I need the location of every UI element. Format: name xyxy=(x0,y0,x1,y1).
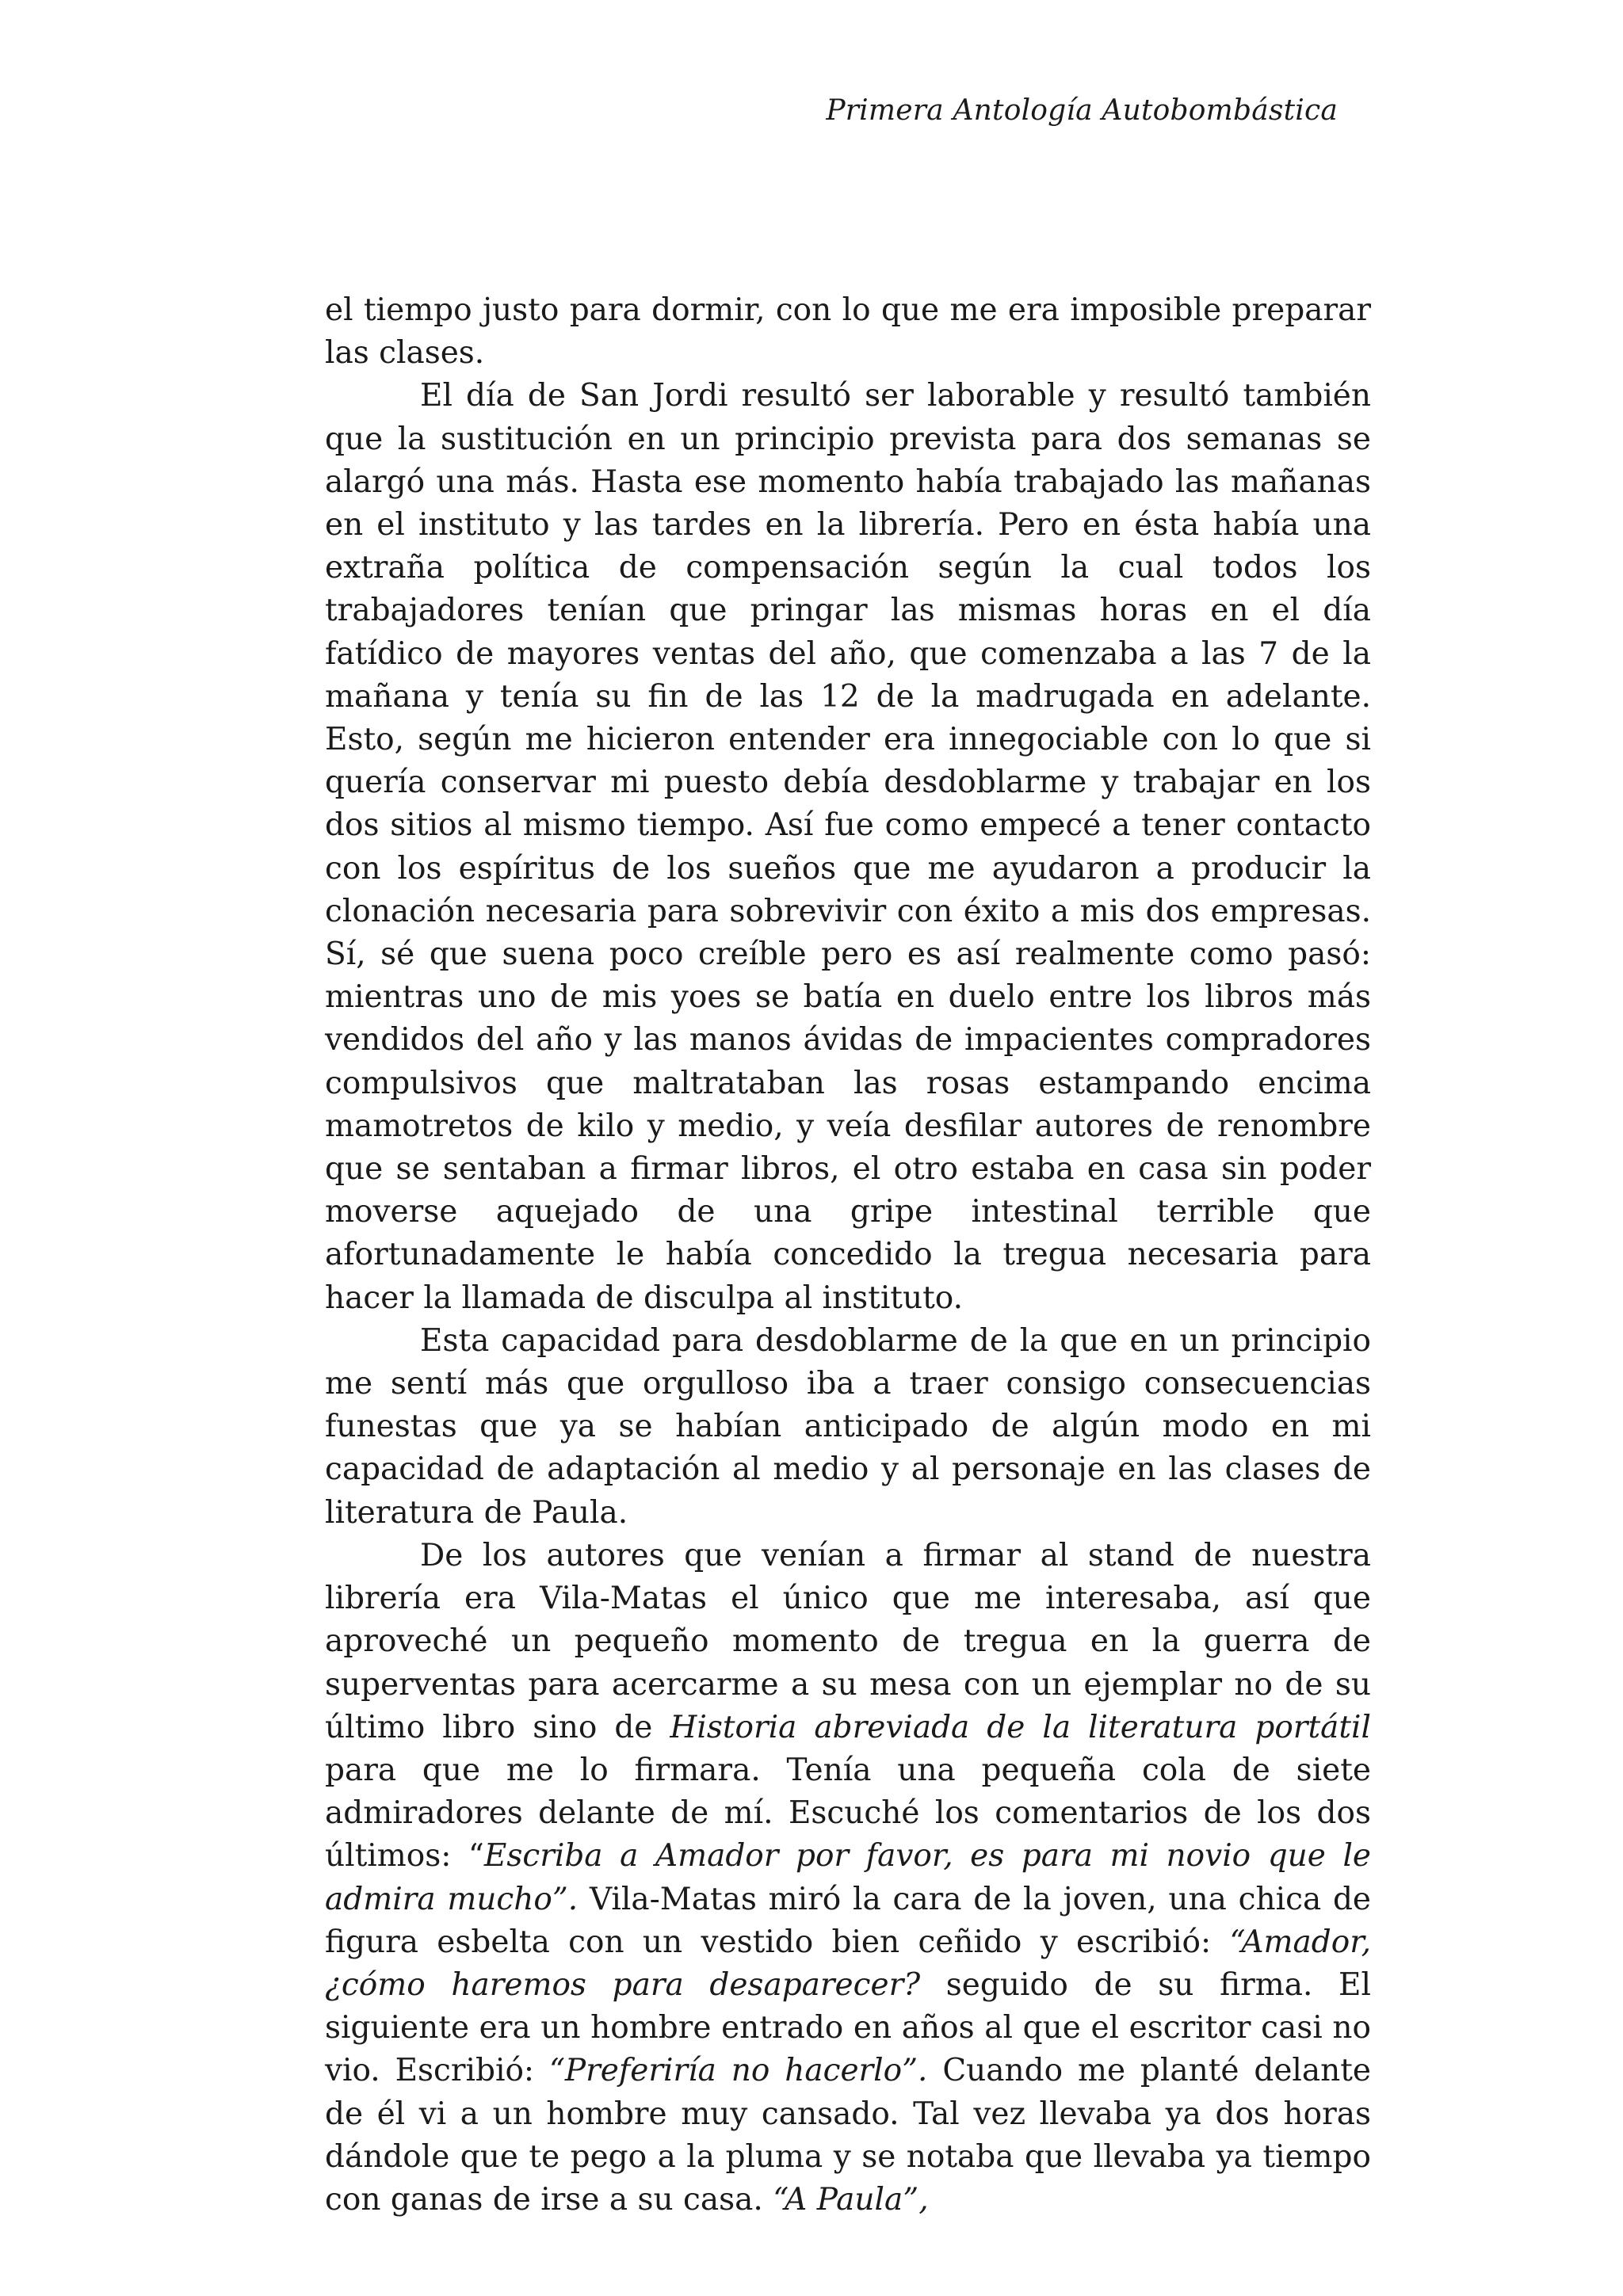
paragraph-1 xyxy=(325,289,1371,375)
text-run: El día de San Jordi resultó ser laborable y resultó también que la sustitución en un principio prevista para dos semanas se alargó una más. Hasta ese momento había trabajado las mañanas en el instituto y las tardes en la librería. Pero en ésta había una extraña política de compensación según la cual todos los trabajadores tenían que pringar las mismas horas en el día fatídico de mayores ventas del año, que comenzaba a las 7 de la mañana y tenía su fin de las 12 de la madrugada en adelante. Esto, según me hicieron entender era innegociable con lo que si quería conservar mi puesto debía desdoblarme y trabajar en los dos sitios al mismo tiempo. Así fue como empecé a tener contacto con los espíritus de los sueños que me ayudaron a producir la clonación necesaria para sobrevivir con éxito a mis dos empresas. Sí, sé que suena poco creíble pero es así realmente como pasó: mientras uno de mis yoes se batía en duelo entre los libros más vendidos del año y las manos ávidas de impacientes compradores compulsivos que maltrataban las rosas estampando encima mamotretos de kilo y medio, y veía desfilar autores de renombre que se sentaban a firmar libros, el otro estaba en casa sin poder moverse aquejado de una gripe intestinal terrible que afortunadamente le había concedido la tregua necesaria para hacer la llamada de disculpa al instituto. xyxy=(325,378,1371,1316)
text-run: Esta capacidad para desdoblarme de la que en un principio me sentí más que orgulloso iba a traer consigo consecuencias funestas que ya se habían anticipado de algún modo en mi capacidad de adaptación al medio y al personaje en las clases de literatura de Paula. xyxy=(325,1322,1371,1531)
italic-text-run: “Amador, ¿cómo haremos para desaparecer? xyxy=(325,1924,1371,2003)
paragraph-2 xyxy=(325,375,1371,1319)
paragraph-4 xyxy=(325,1535,1371,2222)
paragraph-3 xyxy=(325,1320,1371,1535)
text-run: De los autores que venían a firmar al stand de nuestra librería era Vila-Matas el único que me interesaba, así que aproveché un pequeño momento de tregua en la guerra de superventas para acercarme a su mesa con un ejemplar no de su último libro sino de xyxy=(325,1537,1371,1745)
running-header-title: Primera Antología Autobombástica xyxy=(826,94,1338,127)
text-run: el tiempo justo para dormir, con lo que me era imposible preparar las clases. xyxy=(325,292,1371,372)
italic-text-run: “A Paula”, xyxy=(773,2181,929,2218)
italic-text-run: Historia abreviada de la literatura portátil xyxy=(670,1709,1371,1745)
text-run: para que me lo firmara. Tenía una pequeña cola de siete admiradores delante de mí. Escuché los comentarios de los dos últimos: “ xyxy=(325,1752,1371,1875)
italic-text-run: Escriba a Amador por favor, es para mi novio que le admira mucho”. xyxy=(325,1838,1372,1917)
text-run: seguido de su firma. El siguiente era un hombre entrado en años al que el escritor casi no vio. Escribió: xyxy=(325,1966,1371,2089)
text-run: Vila-Matas miró la cara de la joven, una chica de figura esbelta con un vestido bien ceñido y escribió: xyxy=(325,1881,1371,1960)
body-text xyxy=(325,289,1371,2222)
text-run: Cuando me planté delante de él vi a un hombre muy cansado. Tal vez llevaba ya dos horas dándole que te pego a la pluma y se notaba que llevaba ya tiempo con ganas de irse a su casa. xyxy=(325,2053,1372,2218)
italic-text-run: “Preferiría no hacerlo”. xyxy=(548,2053,928,2089)
